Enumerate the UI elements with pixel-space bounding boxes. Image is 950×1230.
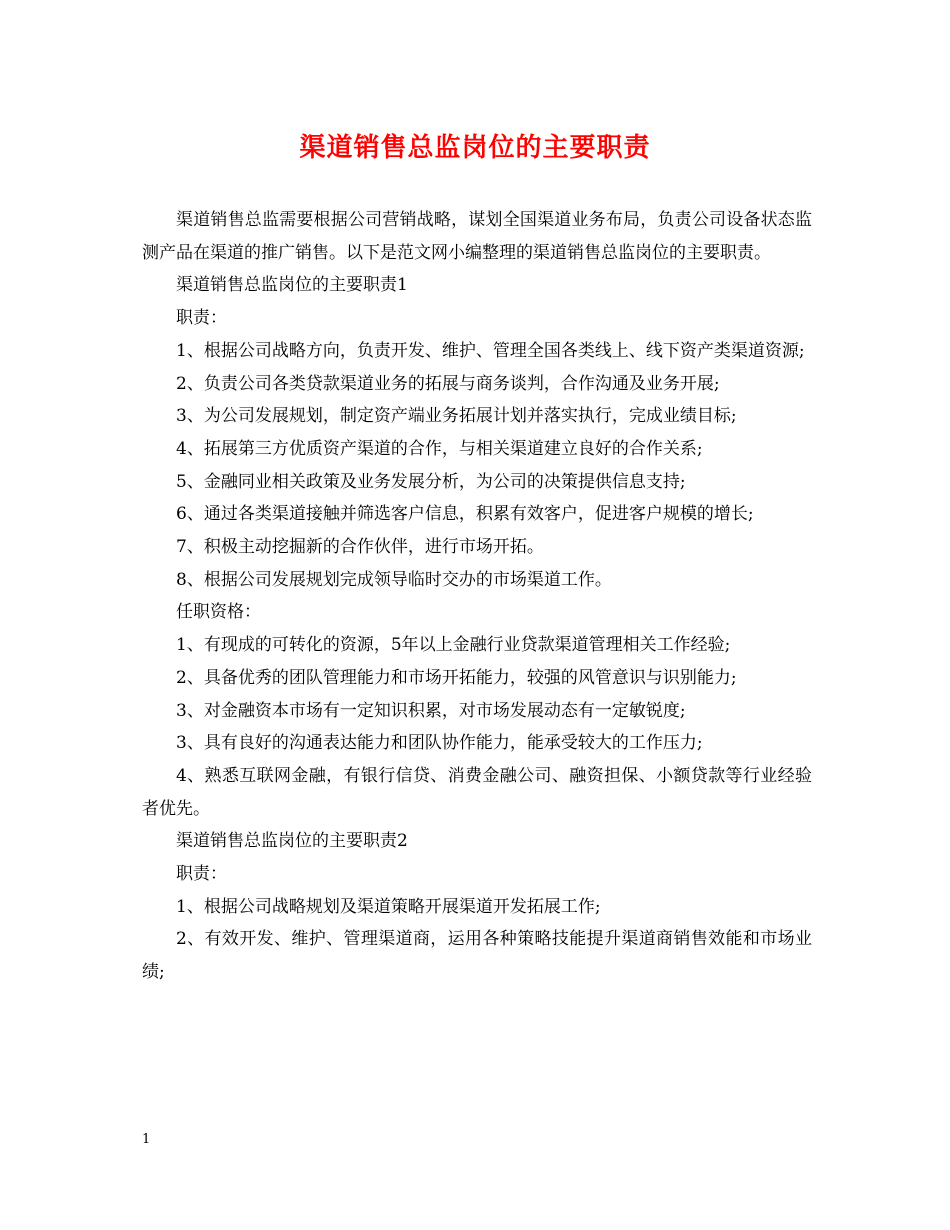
duty-item: 2、有效开发、维护、管理渠道商，运用各种策略技能提升渠道商销售效能和市场业绩; <box>142 929 812 983</box>
qualifications-label: 任职资格： <box>176 602 261 623</box>
section-heading-1: 渠道销售总监岗位的主要职责1 <box>176 275 408 296</box>
qualification-item: 3、对金融资本市场有一定知识积累，对市场发展动态有一定敏锐度; <box>176 700 686 721</box>
document-body <box>142 204 812 989</box>
qualification-item: 4、熟悉互联网金融，有银行信贷、消费金融公司、融资担保、小额贷款等行业经验者优先。 <box>142 765 812 819</box>
duty-item: 6、通过各类渠道接触并筛选客户信息，积累有效客户，促进客户规模的增长; <box>176 504 754 525</box>
intro-paragraph: 渠道销售总监需要根据公司营销战略，谋划全国渠道业务布局，负责公司设备状态监测产品在渠道的推广销售。以下是范文网小编整理的渠道销售总监岗位的主要职责。 <box>142 210 812 263</box>
duty-item: 1、根据公司战略规划及渠道策略开展渠道开发拓展工作; <box>176 896 601 917</box>
qualification-item: 1、有现成的可转化的资源，5年以上金融行业贷款渠道管理相关工作经验; <box>176 635 731 656</box>
duty-item: 4、拓展第三方优质资产渠道的合作，与相关渠道建立良好的合作关系; <box>176 438 703 459</box>
duty-item: 3、为公司发展规划，制定资产端业务拓展计划并落实执行，完成业绩目标; <box>176 406 737 427</box>
duty-item: 5、金融同业相关政策及业务发展分析，为公司的决策提供信息支持; <box>176 471 686 492</box>
duty-item: 2、负责公司各类贷款渠道业务的拓展与商务谈判，合作沟通及业务开展; <box>176 373 720 394</box>
duty-item: 1、根据公司战略方向，负责开发、维护、管理全国各类线上、线下资产类渠道资源; <box>176 340 805 361</box>
document-title: 渠道销售总监岗位的主要职责 <box>299 133 651 163</box>
section-heading-2: 渠道销售总监岗位的主要职责2 <box>176 831 408 852</box>
duty-item: 8、根据公司发展规划完成领导临时交办的市场渠道工作。 <box>176 569 612 590</box>
duty-item: 7、积极主动挖掘新的合作伙伴，进行市场开拓。 <box>176 537 544 558</box>
page-number: 1 <box>142 1132 151 1147</box>
qualification-item: 3、具有良好的沟通表达能力和团队协作能力，能承受较大的工作压力; <box>176 733 703 754</box>
duties-label-1: 职责： <box>176 308 227 329</box>
duties-label-2: 职责： <box>176 864 227 885</box>
qualification-item: 2、具备优秀的团队管理能力和市场开拓能力，较强的风管意识与识别能力; <box>176 667 737 688</box>
